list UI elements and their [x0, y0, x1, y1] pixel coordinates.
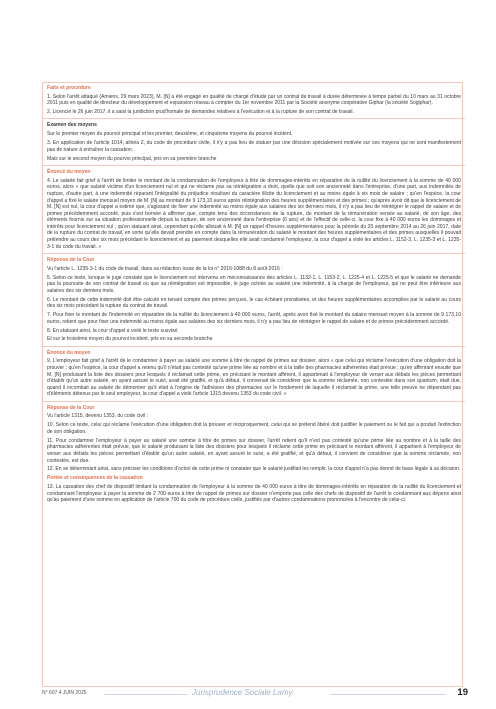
section-divider [43, 401, 465, 402]
section-heading-examen: Examen des moyens [47, 122, 97, 129]
paragraph-3: 3. En application de l'article 1014, alinéa 2, du code de procédure civile, il n'y a pas lieu de statuer par une décision spécialement motivée sur ces moyens qui ne sont manifestement pas de nature à entraîner la cassation. [47, 140, 461, 153]
footer-rule-right [330, 694, 446, 695]
paragraph-8: 8. En statuant ainsi, la cour d'appel a violé le texte susvisé. [47, 327, 179, 334]
section-heading-enonce-2: Énoncé du moyen [47, 349, 91, 356]
paragraph-7: 7. Pour fixer le montant de l'indemnité en réparation de la nullité du licenciement à 40 000 euros, l'arrêt, après avoir fixé le montant du salaire mensuel moyen à la somme de 9 173,10 euros, retient que pour fixer une indemnité au moins égale aux salaires des six derniers mois, il n'y a pas lieu de réintégrer le rappel de salaire et de primes précédemment accordé. [47, 312, 461, 325]
paragraph-4: 4. Le salarié fait grief à l'arrêt de limiter le montant de la condamnation de l'employeur à titre de dommages-intérêts en réparation de la nullité du licenciement à la somme de 40 000 euros, alors « que salarié victime d'un licenciement nul et qui ne réclame pas sa réintégration a droit, quelle que soit son ancienneté dans l'entreprise, d'une part, aux indemnités de rupture, d'autre part, à une indemnité réparant l'intégralité du préjudice résultant du caractère illicite du licenciement et au moins égale à six mois de salaire ; qu'en l'espèce, la cour d'appel a fixé le salaire mensuel moyen de M. [N] au montant de 9 173,10 euros après réintégration des heures supplémentaires et des primes ; qu'après avoir dit que le licenciement de M. [N] est nul, la cour d'appel a estimé que, s'agissant de fixer une indemnité au moins égale aux salaires des six derniers mois, il n'y a pas lieu de réintégrer le rappel de salaire et de primes précédemment accordé, puis s'est bornée à affirmer que, compte tenu des circonstances de la rupture, du montant de la rémunération versée au salarié, de son âge, des éléments fournis sur sa situation professionnelle depuis la rupture, de son ancienneté dans l'entreprise (6 ans) et de l'effectif de celle-ci, la cour fixe à 40 000 euros les dommages et intérêts pour licenciement nul ; qu'en statuant ainsi, cependant qu'elle allouait à M. [N] un rappel d'heures supplémentaires pour la période du 20 septembre 2014 au 26 juin 2017, date de la rupture du contrat de travail, en sorte qu'elle devait prendre en compte dans la rémunération du salarié le montant des heures supplémentaires et des primes auxquelles il pouvait prétendre au cours des six mois précédant le licenciement et au paiement desquelles elle avait condamné l'employeur, la cour d'appel a violé les articles L. 1152-3, L. 1235-3 et L. 1235-3-1 du code du travail. » [47, 177, 461, 250]
paragraph-9: 9. L'employeur fait grief à l'arrêt de le condamner à payer au salarié une somme à titre de rappel de primes sur dossier, alors « que celui qui réclame l'exécution d'une obligation doit la prouver ; qu'en l'espèce, la cour d'appel a retenu qu'il n'était pas contesté qu'une prime liée au nombre et à la taille des pharmacies adhérentes était prévue ; qu'en affirmant ensuite que M. [N] produisant la liste des dossiers pour lesquels il réclamait cette prime, en précisant le montant afférent, il appartenait à l'employeur de verser aux débats les pièces permettant d'établir qu'un autre salarié, en ayant assuré le suivi, avait été gratifié, et qu'à défaut, il convenait de considérer que la somme réclamée, non contestée dans son quantum, était due, quand il incombait au salarié de démontrer qu'il était à l'origine de l'adhésion des pharmacies sur le fondement de laquelle il réclamait la prime, une telle preuve ne dépendant pas d'éléments détenus par le seul employeur, la cour d'appel a violé l'article 1315 devenu 1353 du code civil. » [47, 358, 461, 398]
section-heading-reponse-1: Réponse de la Cour [47, 256, 95, 263]
paragraph-2: 2. Licencié le 26 juin 2017, il a saisi la juridiction prud'homale de demandes relatives à l'exécution et à la rupture de son contrat de travail. [47, 109, 354, 116]
page-footer [42, 688, 468, 702]
paragraph-examen-1: Sur le premier moyen du pourvoi principal et les premier, deuxième, et cinquième moyens du pourvoi incident. [47, 131, 293, 138]
paragraph-5: 5. Selon ce texte, lorsque le juge constate que le licenciement est intervenu en méconnaissance des articles L. 1132-1, L. 1153-2, L. 1225-4 et L. 1225-5 et que le salarié ne demande pas la poursuite de son contrat de travail ou que sa réintégration est impossible, le juge octroie au salarié une indemnité, à la charge de l'employeur, qui ne peut être inférieure aux salaires des six derniers mois. [47, 274, 461, 294]
paragraph-13: 13. La cassation des chef de dispositif limitant la condamnation de l'employeur à la somme de 40 000 euros à titre de dommages-intérêts en réparation de la nullité du licenciement et condamnant l'employeur à payer la somme de 2 700 euros à titre de rappel de primes sur dossier n'emporte pas celle des chefs de dispositif de l'arrêt le condamnant aux dépens ainsi qu'au paiement d'une somme en application de l'article 700 du code de procédure civile, justifiés par d'autres condamnations prononcées à l'encontre de celui-ci. [47, 484, 461, 504]
page-number: 19 [457, 687, 468, 698]
publication-title: Jurisprudence Sociale Lamy [192, 688, 293, 697]
paragraph-6: 6. Le montant de cette indemnité doit être calculé en tenant compte des primes perçues, le cas échéant proratisées, et des heures supplémentaires accomplies par le salarié au cours des six mois précédant la rupture du contrat de travail. [47, 296, 461, 310]
section-divider [43, 165, 465, 166]
paragraph-vu-1: Vu l'article L. 1235-3-1 du code de travail, dans sa rédaction issue de la loi n° 2016-1088 du 8 août 2016 : [47, 265, 283, 272]
section-heading-portee: Portée et conséquences de la cassation [47, 475, 143, 482]
paragraph-11: 11. Pour condamner l'employeur à payer au salarié une somme à titre de primes sur dossier, l'arrêt retient qu'il n'est pas contesté qu'une prime liée au nombre et à la taille des pharmacies adhérentes était prévue, que le salarié produisant la liste des dossiers pour lesquels il réclame cette prime en précisant le montant afférent, il appartient à l'employeur de verser aux débats les pièces permettant d'établir qu'un autre salarié, en ayant assuré le suivi, a été gratifié, et qu'à défaut, il convient de considérer que la somme réclamée, non contestée, est due. [47, 437, 461, 464]
paragraph-moyen-3: Et sur le troisième moyen du pourvoi incident, pris en sa seconde branche [47, 336, 213, 343]
issue-number: N° 607 4 JUIN 2025 [42, 690, 87, 696]
section-divider [43, 118, 465, 119]
section-heading-reponse-2: Réponse de la Cour [47, 404, 95, 411]
paragraph-10: 10. Selon ce texte, celui qui réclame l'exécution d'une obligation doit la prouver et réciproquement, celui qui se prétend libéré doit justifier le paiement ou le fait qui a produit l'extinction de son obligation. [47, 422, 461, 435]
section-divider [43, 346, 465, 347]
paragraph-12: 12. En se déterminant ainsi, sans préciser les conditions d'octroi de cette prime ni constater que le salarié justifiait les remplir, la cour d'appel n'a pas donné de base légale à sa décision. [47, 466, 461, 473]
paragraph-1: 1. Selon l'arrêt attaqué (Amiens, 29 mars 2023), M. [N] a été engagé en qualité de chargé d'étude par un contrat de travail à durée déterminée à temps partiel du 10 mars au 31 octobre 2011 puis en qualité de directeur du développement et expansion réseau à compter du 1er novembre 2011 par la Société anonyme coopérative Giphar (la société Sogiphar). [47, 93, 461, 107]
section-heading-enonce-1: Énoncé du moyen [47, 168, 91, 175]
decision-text [47, 85, 461, 506]
section-divider [43, 253, 465, 254]
footer-rule-left [104, 694, 188, 695]
paragraph-examen-3: Mais sur le second moyen du pourvoi principal, pris en sa première branche [47, 155, 217, 162]
paragraph-vu-2: Vu l'article 1315, devenu 1353, du code civil : [47, 413, 148, 420]
section-heading-faits: Faits et procédure [47, 85, 91, 91]
